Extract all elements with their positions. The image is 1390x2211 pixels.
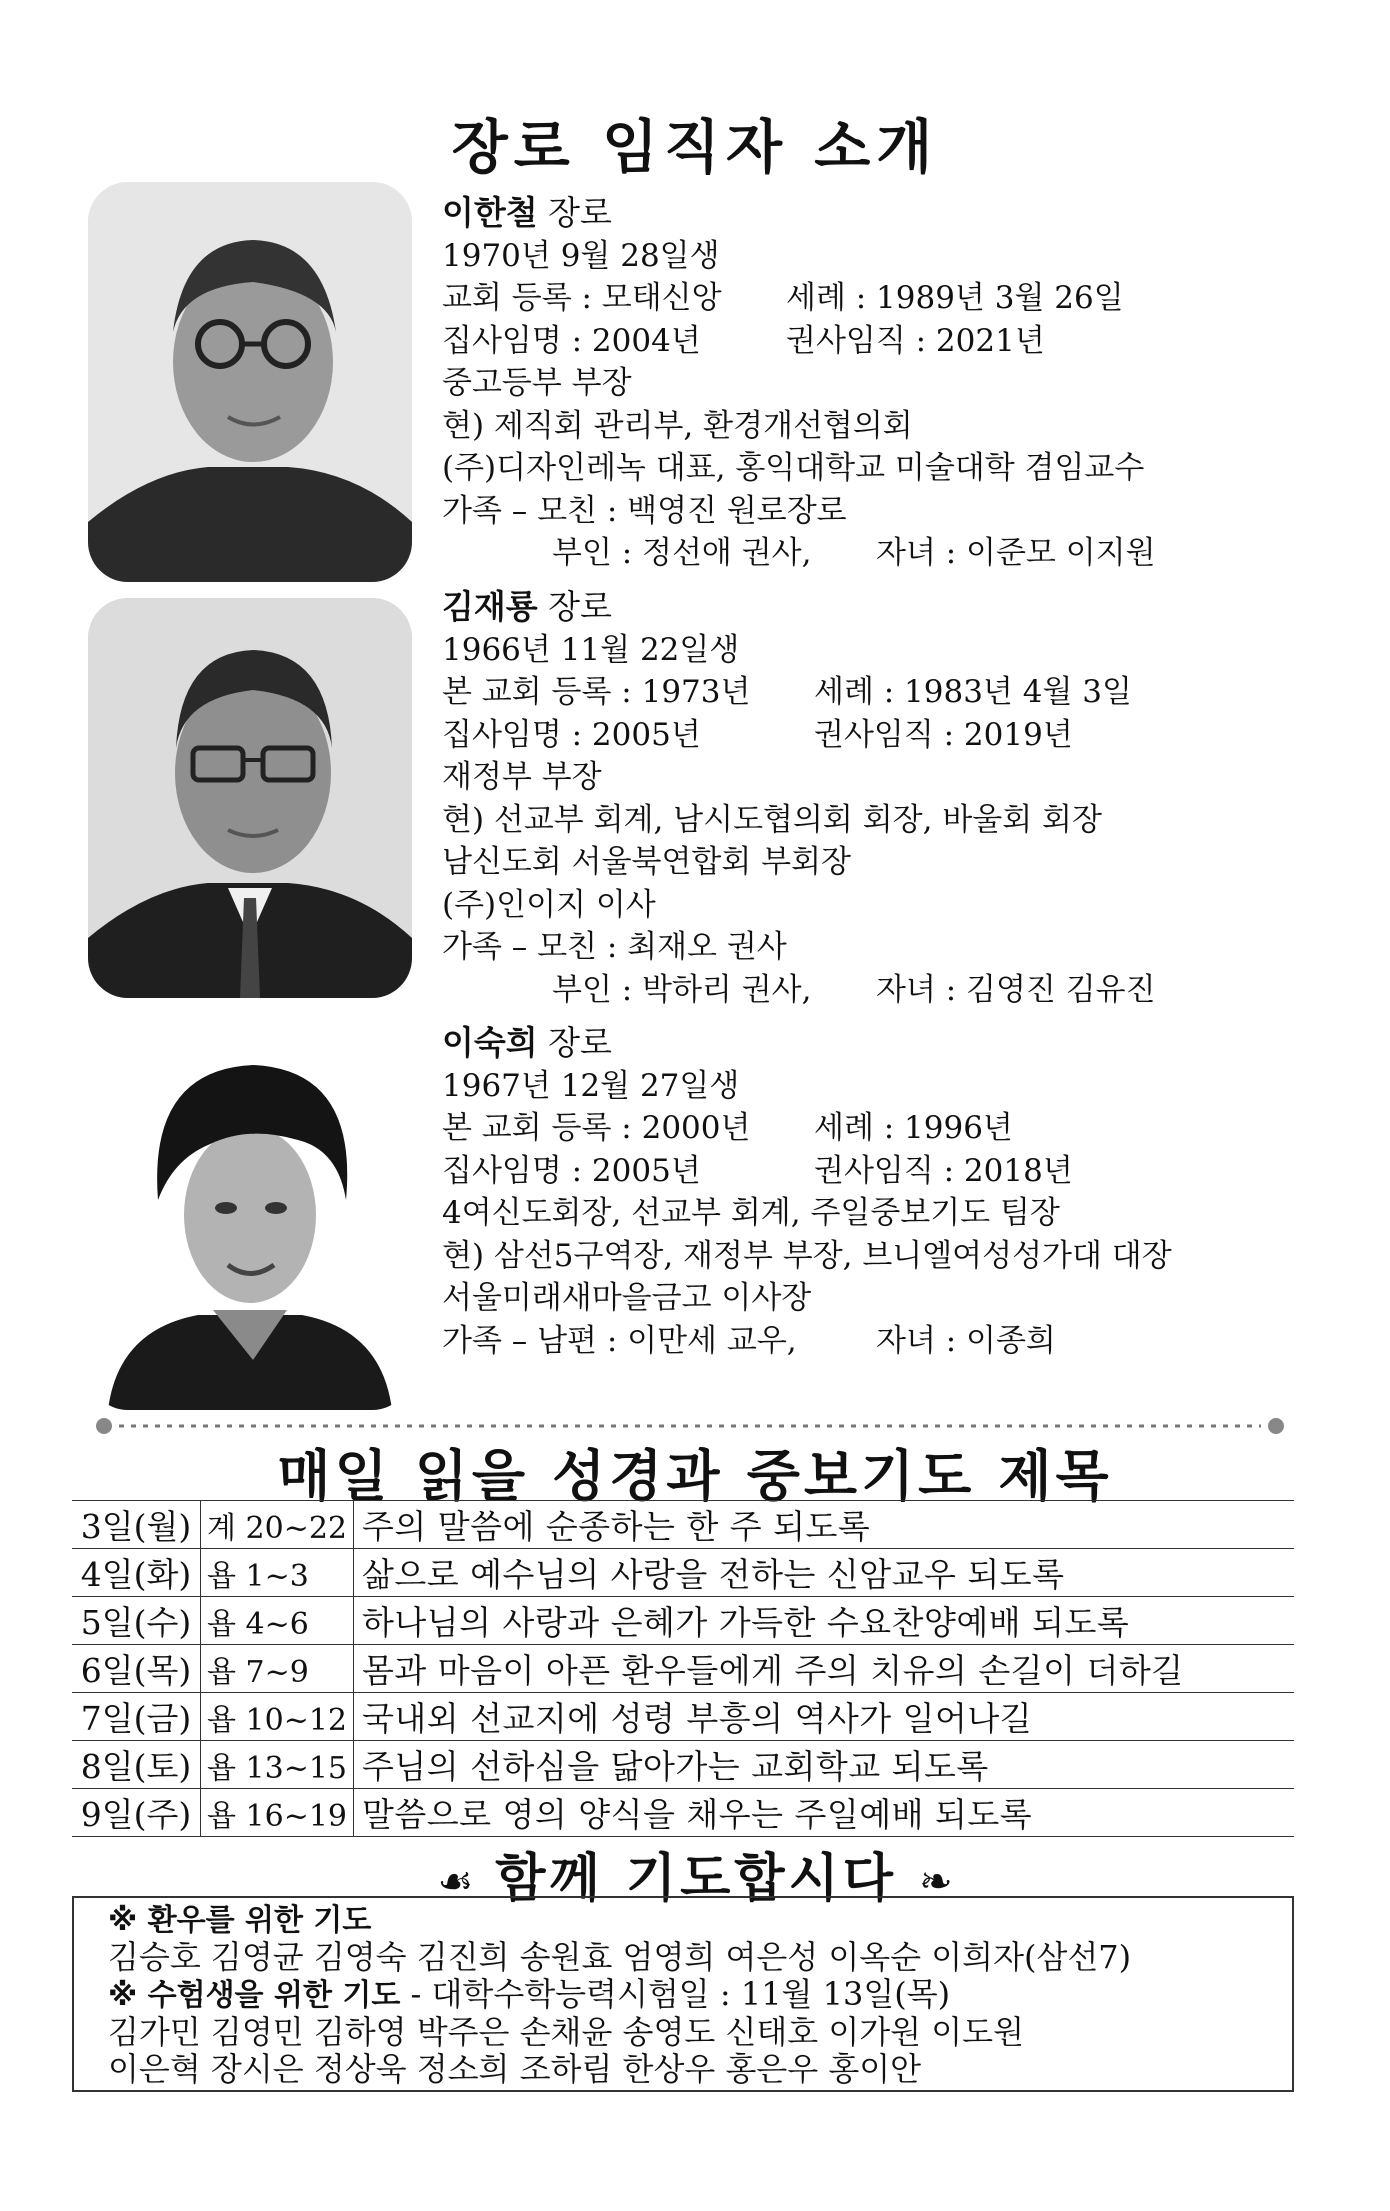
spouse: 부인 : 박하리 권사, <box>552 971 812 1008</box>
day-cell: 8일(토) <box>72 1741 201 1789</box>
patients-heading: ※ 환우를 위한 기도 <box>108 1903 372 1938</box>
career-line: 재정부 부장 <box>442 759 602 795</box>
career-line: (주)디자인레녹 대표, 홍익대학교 미술대학 겸임교수 <box>442 450 1145 486</box>
exam-line <box>108 1976 1292 2014</box>
pray-title-text: 함께 기도합시다 <box>495 1849 898 1909</box>
children: 자녀 : 이종희 <box>876 1322 1056 1359</box>
exhorter-ordination: 권사임직 : 2021년 <box>786 322 1045 359</box>
elder-name-line <box>442 192 1156 235</box>
day-cell: 9일(주) <box>72 1789 201 1837</box>
family-line: 가족 – 모친 : 최재오 권사 <box>442 929 787 965</box>
table-row <box>72 1645 1294 1693</box>
family-line <box>442 969 1156 1012</box>
spouse: 부인 : 정선애 권사, <box>552 535 812 571</box>
deacon-appointment: 집사임명 : 2004년 <box>442 322 701 359</box>
career-line: 서울미래새마을금고 이사장 <box>442 1280 812 1316</box>
exam-note: - 대학수학능력시험일 : 11월 13일(목) <box>400 1975 951 2013</box>
career-line: 4여신도회장, 선교부 회계, 주일중보기도 팀장 <box>442 1195 1060 1231</box>
appointment-line <box>442 1150 1172 1193</box>
career-line: 남신도회 서울북연합회 부회장 <box>442 844 852 880</box>
appointment-line <box>442 714 1156 757</box>
registration-line <box>442 1107 1172 1150</box>
registration-line <box>442 671 1156 714</box>
day-cell: 3일(월) <box>72 1501 201 1549</box>
table-row <box>72 1741 1294 1789</box>
scripture-cell: 욥 10~12 <box>201 1693 354 1741</box>
scripture-cell: 욥 16~19 <box>201 1789 354 1837</box>
day-cell: 7일(금) <box>72 1693 201 1741</box>
elder-role: 장로 <box>548 587 612 626</box>
reading-table <box>72 1500 1294 1837</box>
scripture-cell: 욥 1~3 <box>201 1549 354 1597</box>
prayer-cell: 하나님의 사랑과 은혜가 가득한 수요찬양예배 되도록 <box>354 1597 1294 1645</box>
elder-name-line <box>442 1022 1172 1065</box>
birth-date: 1967년 12월 27일생 <box>442 1067 740 1104</box>
prayer-cell: 주님의 선하심을 닮아가는 교회학교 되도록 <box>354 1741 1294 1789</box>
children: 자녀 : 김영진 김유진 <box>876 971 1156 1008</box>
elder-name: 이숙희 <box>442 1023 538 1062</box>
table-row <box>72 1789 1294 1837</box>
elder-profile-3 <box>442 1022 1172 1362</box>
birth-date: 1966년 11월 22일생 <box>442 631 740 668</box>
elder-role: 장로 <box>548 1023 612 1062</box>
students-list: 이은혁 장시은 정상욱 정소희 조하림 한상우 홍은우 홍이안 <box>108 2050 922 2088</box>
ornament-right-icon: ❧ <box>919 1859 953 1905</box>
prayer-cell: 말씀으로 영의 양식을 채우는 주일예배 되도록 <box>354 1789 1294 1837</box>
table-row <box>72 1597 1294 1645</box>
registration: 교회 등록 : 모태신앙 <box>442 280 722 316</box>
career-line: (주)인이지 이사 <box>442 886 656 923</box>
registration-line <box>442 277 1156 320</box>
table-row <box>72 1549 1294 1597</box>
exam-heading: ※ 수험생을 위한 기도 <box>108 1978 401 2013</box>
family-line <box>442 532 1156 575</box>
scripture-cell: 욥 4~6 <box>201 1597 354 1645</box>
birth-date: 1970년 9월 28일생 <box>442 237 720 274</box>
elder-photo-1 <box>88 182 412 582</box>
career-line: 현) 선교부 회계, 남시도협의회 회장, 바울회 회장 <box>442 801 1102 838</box>
scripture-cell: 욥 7~9 <box>201 1645 354 1693</box>
elder-name: 김재룡 <box>442 587 538 626</box>
elder-profile-1 <box>442 192 1156 575</box>
prayer-cell: 국내외 선교지에 성령 부흥의 역사가 일어나길 <box>354 1693 1294 1741</box>
elder-name-line <box>442 586 1156 629</box>
portrait-image <box>88 182 412 582</box>
prayer-cell: 삶으로 예수님의 사랑을 전하는 신암교우 되도록 <box>354 1549 1294 1597</box>
spouse: 가족 – 남편 : 이만세 교우, <box>442 1322 797 1359</box>
table-row <box>72 1501 1294 1549</box>
registration: 본 교회 등록 : 2000년 <box>442 1110 751 1146</box>
career-line: 현) 제직회 관리부, 환경개선협의회 <box>442 407 913 444</box>
exhorter-ordination: 권사임직 : 2019년 <box>814 716 1073 753</box>
day-cell: 4일(화) <box>72 1549 201 1597</box>
baptism: 세례 : 1996년 <box>814 1110 1013 1146</box>
deacon-appointment: 집사임명 : 2005년 <box>442 716 701 753</box>
page-title: 장로 임직자 소개 <box>451 113 939 181</box>
baptism: 세례 : 1983년 4월 3일 <box>814 674 1132 710</box>
table-row <box>72 1693 1294 1741</box>
scripture-cell: 계 20~22 <box>201 1501 354 1549</box>
career-line: 중고등부 부장 <box>442 365 632 401</box>
elder-profile-2 <box>442 586 1156 1011</box>
baptism: 세례 : 1989년 3월 26일 <box>786 280 1124 316</box>
patients-list: 김승호 김영균 김영숙 김진희 송원효 엄영희 여은성 이옥순 이희자(삼선7) <box>108 1938 1132 1976</box>
career-line: 현) 삼선5구역장, 재정부 부장, 브니엘여성성가대 대장 <box>442 1237 1172 1274</box>
students-list: 김가민 김영민 김하영 박주은 손채윤 송영도 신태호 이가원 이도원 <box>108 2013 1025 2051</box>
family-line: 가족 – 모친 : 백영진 원로장로 <box>442 492 847 529</box>
appointment-line <box>442 320 1156 363</box>
portrait-image <box>88 598 412 998</box>
elder-name: 이한철 <box>442 193 538 232</box>
elder-photo-2 <box>88 598 412 998</box>
registration: 본 교회 등록 : 1973년 <box>442 674 751 710</box>
portrait-image <box>88 1030 412 1410</box>
prayer-cell: 주의 말씀에 순종하는 한 주 되도록 <box>354 1501 1294 1549</box>
ornament-left-icon: ☙ <box>437 1859 474 1905</box>
family-line <box>442 1320 1172 1363</box>
exhorter-ordination: 권사임직 : 2018년 <box>814 1152 1073 1189</box>
scripture-cell: 욥 13~15 <box>201 1741 354 1789</box>
prayer-box <box>72 1896 1294 2092</box>
deacon-appointment: 집사임명 : 2005년 <box>442 1152 701 1189</box>
day-cell: 5일(수) <box>72 1597 201 1645</box>
prayer-cell: 몸과 마음이 아픈 환우들에게 주의 치유의 손길이 더하길 <box>354 1645 1294 1693</box>
day-cell: 6일(목) <box>72 1645 201 1693</box>
reading-section-title: 매일 읽을 성경과 중보기도 제목 <box>277 1444 1113 1508</box>
elder-photo-3 <box>88 1030 412 1410</box>
children: 자녀 : 이준모 이지원 <box>876 535 1156 571</box>
elder-role: 장로 <box>548 193 612 232</box>
